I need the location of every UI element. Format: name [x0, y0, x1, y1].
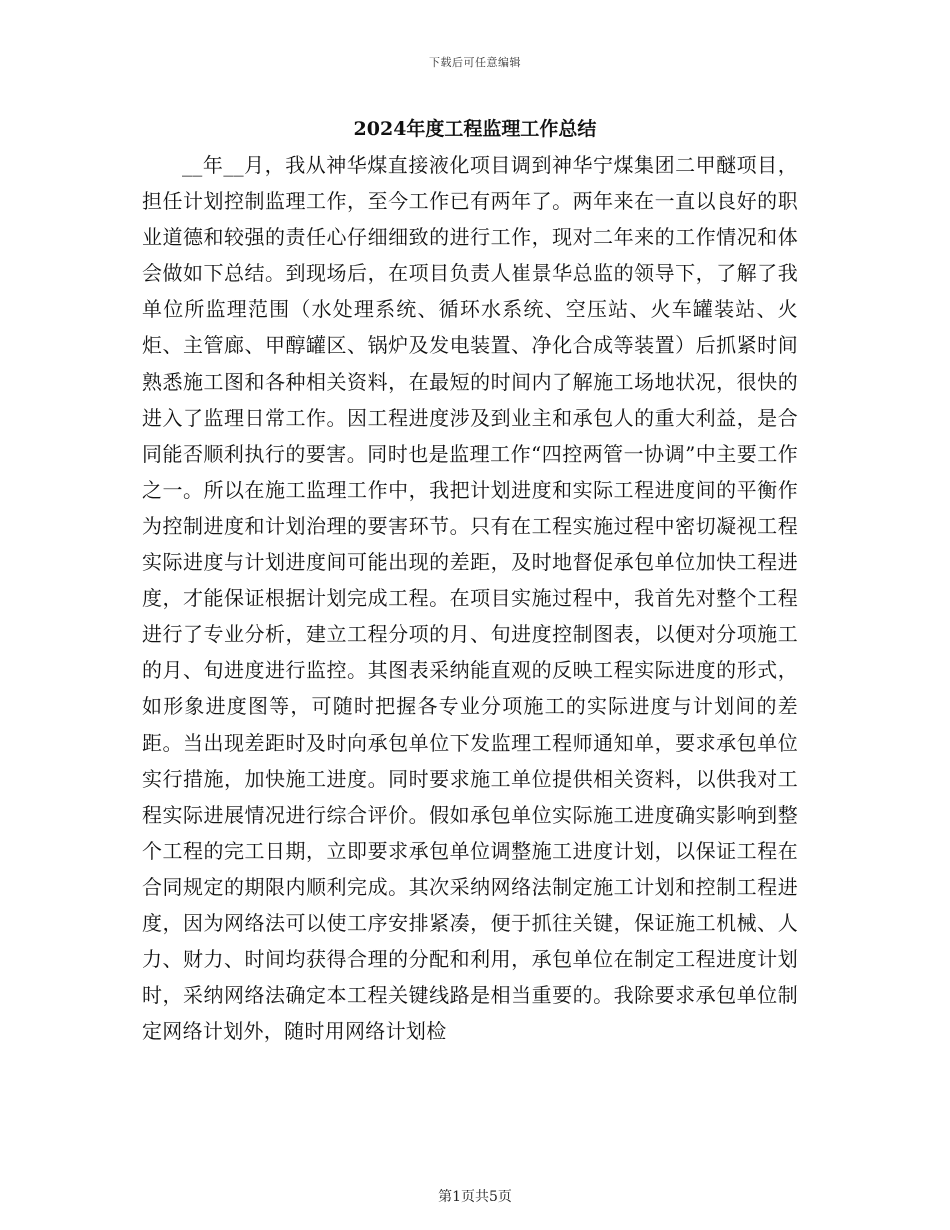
page-number-footer: 第1页共5页: [438, 1189, 512, 1205]
document-title: 2024年度工程监理工作总结: [353, 118, 597, 140]
page-header-note: 下载后可任意编辑: [429, 56, 521, 69]
document-body-paragraph: __年__月，我从神华煤直接液化项目调到神华宁煤集团二甲醚项目，担任计划控制监理工作，至今工作已有两年了。两年来在一直以良好的职业道德和较强的责任心仔细细致的进行工作，现对二年来的工作情况和体会做如下总结。到现场后，在项目负责人崔景华总监的领导下，了解了我单位所监理范围（水处理系统、循环水系统、空压站、火车罐装站、火炬、主管廊、甲醇罐区、锅炉及发电装置、净化合成等装置）后抓紧时间熟悉施工图和各种相关资料，在最短的时间内了解施工场地状况，很快的进入了监理日常工作。因工程进度涉及到业主和承包人的重大利益，是合同能否顺利执行的要害。同时也是监理工作“四控两管一协调”中主要工作之一。所以在施工监理工作中，我把计划进度和实际工程进度间的平衡作为控制进度和计划治理的要害环节。只有在工程实施过程中密切凝视工程实际进度与计划进度间可能出现的差距，及时地督促承包单位加快工程进度，才能保证根据计划完成工程。在项目实施过程中，我首先对整个工程进行了专业分析，建立工程分项的月、旬进度控制图表，以便对分项施工的月、旬进度进行监控。其图表采纳能直观的反映工程实际进度的形式，如形象进度图等，可随时把握各专业分项施工的实际进度与计划间的差距。当出现差距时及时向承包单位下发监理工程师通知单，要求承包单位实行措施，加快施工进度。同时要求施工单位提供相关资料，以供我对工程实际进展情况进行综合评价。假如承包单位实际施工进度确实影响到整个工程的完工日期，立即要求承包单位调整施工进度计划，以保证工程在合同规定的期限内顺利完成。其次采纳网络法制定施工计划和控制工程进度，因为网络法可以使工序安排紧凑，便于抓往关键，保证施工机械、人力、财力、时间均获得合理的分配和利用，承包单位在制定工程进度计划时，采纳网络法确定本工程关键线路是相当重要的。我除要求承包单位制定网络计划外，随时用网络计划检: [142, 153, 798, 1044]
